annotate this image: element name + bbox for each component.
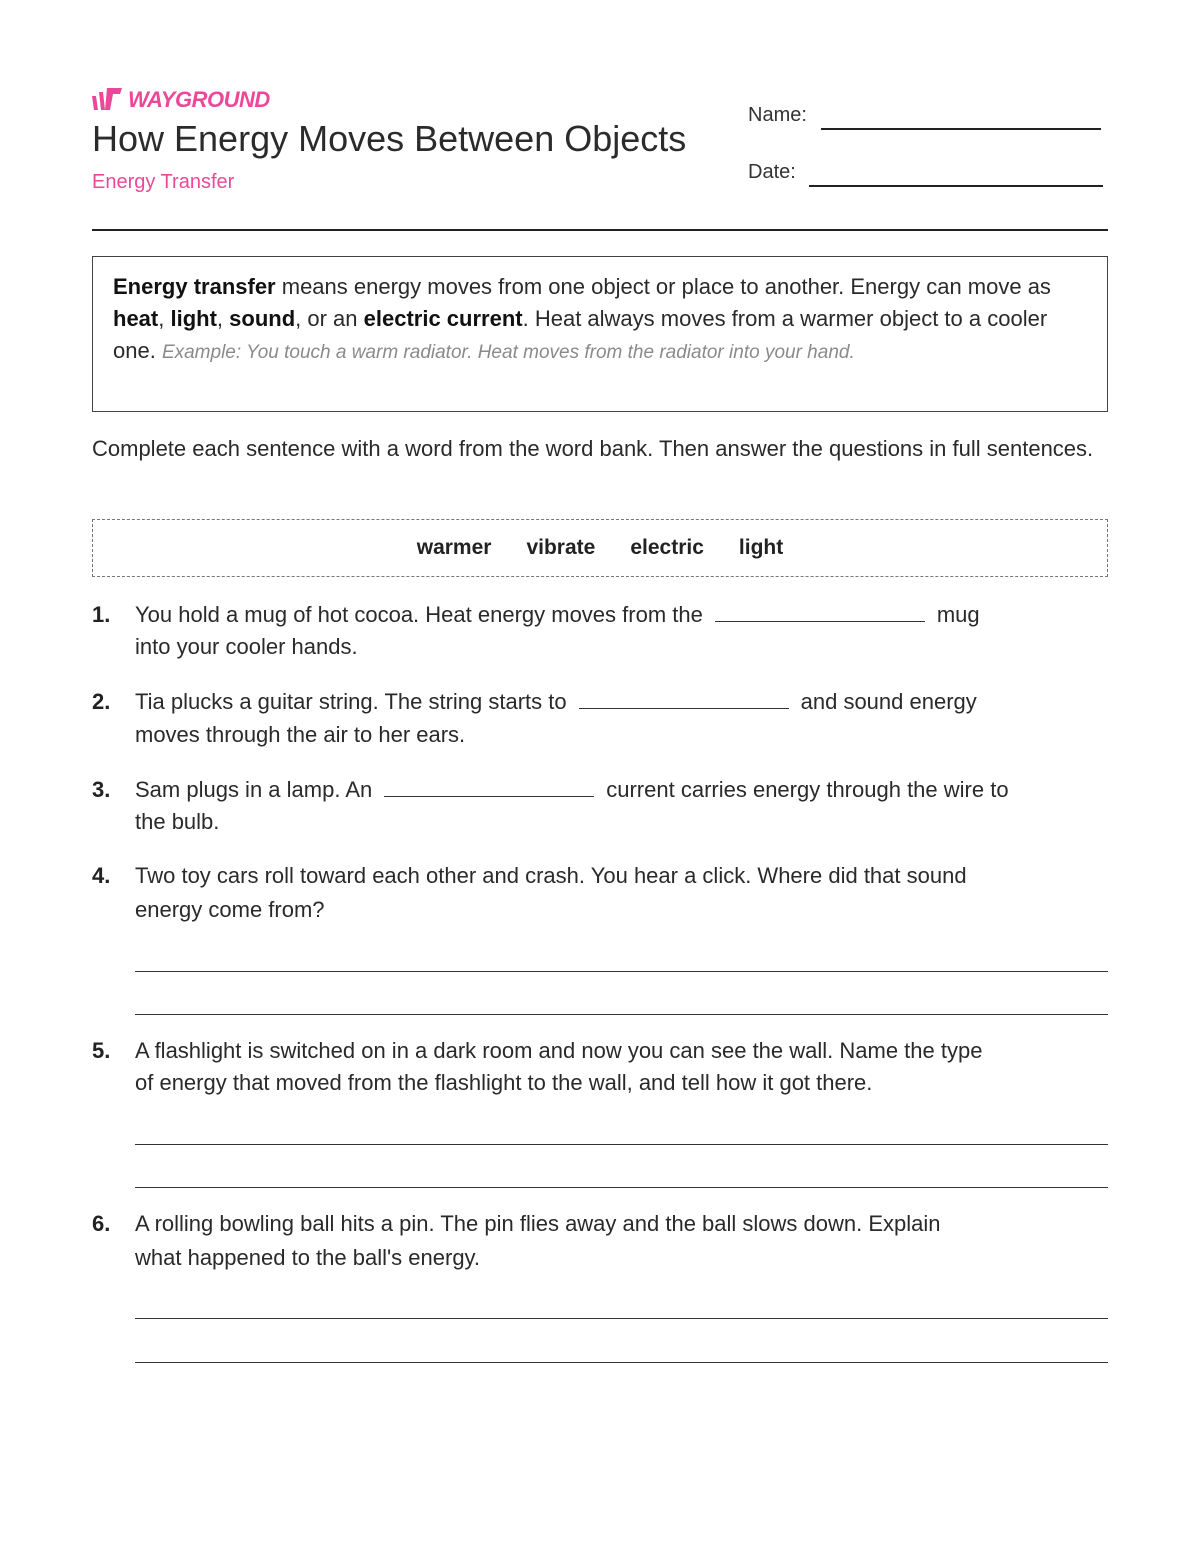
worksheet-page (92, 0, 1108, 1552)
question-text-line2: of energy that moved from the flashlight to the wall, and tell how it got there. (135, 1070, 873, 1095)
name-field[interactable] (748, 104, 1101, 127)
term-light: light (170, 306, 217, 331)
word-bank-item: vibrate (526, 536, 596, 559)
question-text (135, 689, 977, 715)
question-text-after: mug (936, 602, 980, 627)
term-heat: heat (113, 306, 159, 331)
word-bank-item: electric (630, 536, 704, 559)
word-bank-item: warmer (416, 536, 492, 559)
question-text-line2: what happened to the ball's energy. (135, 1245, 481, 1270)
question-number: 5. (92, 1038, 111, 1063)
question-text-before: Tia plucks a guitar string. The string starts to (135, 689, 567, 714)
answer-line[interactable] (135, 1362, 1108, 1363)
name-label: Name: (748, 104, 807, 126)
answer-line[interactable] (135, 1144, 1108, 1145)
question-text (135, 602, 980, 628)
fill-in-blank[interactable] (384, 795, 594, 797)
question-text-after: and sound energy (800, 689, 977, 714)
question-text: Two toy cars roll toward each other and crash. You hear a click. Where did that sound (135, 863, 967, 888)
intro-text: . Heat always moves from a warmer object to a cooler one. (113, 306, 1048, 363)
date-label: Date: (748, 161, 796, 183)
answer-line[interactable] (135, 1318, 1108, 1319)
name-input-line[interactable] (821, 127, 1101, 130)
term-energy-transfer: Energy transfer (113, 274, 276, 299)
intro-example: Example: You touch a warm radiator. Heat moves from the radiator into your hand. (161, 342, 855, 363)
question-number: 6. (92, 1211, 111, 1236)
page-subtitle: Energy Transfer (92, 171, 235, 193)
intro-text: means energy moves from one object or place to another. Energy can move as (275, 274, 1051, 299)
question-text-line2: moves through the air to her ears. (135, 722, 466, 747)
date-input-line[interactable] (809, 184, 1103, 187)
intro-text: , or an (295, 306, 364, 331)
question-text-line2: into your cooler hands. (135, 634, 358, 659)
question-text-after: current carries energy through the wire to (606, 777, 1009, 802)
question-text-before: Sam plugs in a lamp. An (135, 777, 373, 802)
question-text-line2: energy come from? (135, 897, 325, 922)
question-number: 3. (92, 777, 111, 802)
question-number: 4. (92, 863, 111, 888)
question-text: A flashlight is switched on in a dark room and now you can see the wall. Name the type (135, 1038, 983, 1063)
question-text: A rolling bowling ball hits a pin. The pin flies away and the ball slows down. Explain (135, 1211, 941, 1236)
answer-line[interactable] (135, 1187, 1108, 1188)
intro-separator: , (158, 306, 171, 331)
question-text (135, 777, 1009, 803)
answer-line[interactable] (135, 1014, 1108, 1015)
word-bank (92, 519, 1108, 577)
wayground-logo-icon (92, 88, 122, 112)
intro-separator: , (216, 306, 230, 331)
definition-box (92, 256, 1108, 412)
word-bank-item: light (738, 536, 784, 559)
question-number: 2. (92, 689, 111, 714)
brand-name: WAYGROUND (128, 87, 270, 112)
page-title: How Energy Moves Between Objects (92, 118, 687, 159)
instructions: Complete each sentence with a word from the word bank. Then answer the questions in full sentences. (92, 436, 1094, 461)
term-electric-current: electric current (363, 306, 523, 331)
header-divider (92, 229, 1108, 231)
brand-logo (92, 88, 270, 112)
question-number: 1. (92, 602, 111, 627)
question-text-line2: the bulb. (135, 809, 220, 834)
fill-in-blank[interactable] (715, 620, 925, 622)
date-field[interactable] (748, 161, 1103, 184)
fill-in-blank[interactable] (579, 707, 789, 709)
answer-line[interactable] (135, 971, 1108, 972)
term-sound: sound (229, 306, 296, 331)
question-text-before: You hold a mug of hot cocoa. Heat energy moves from the (135, 602, 703, 627)
